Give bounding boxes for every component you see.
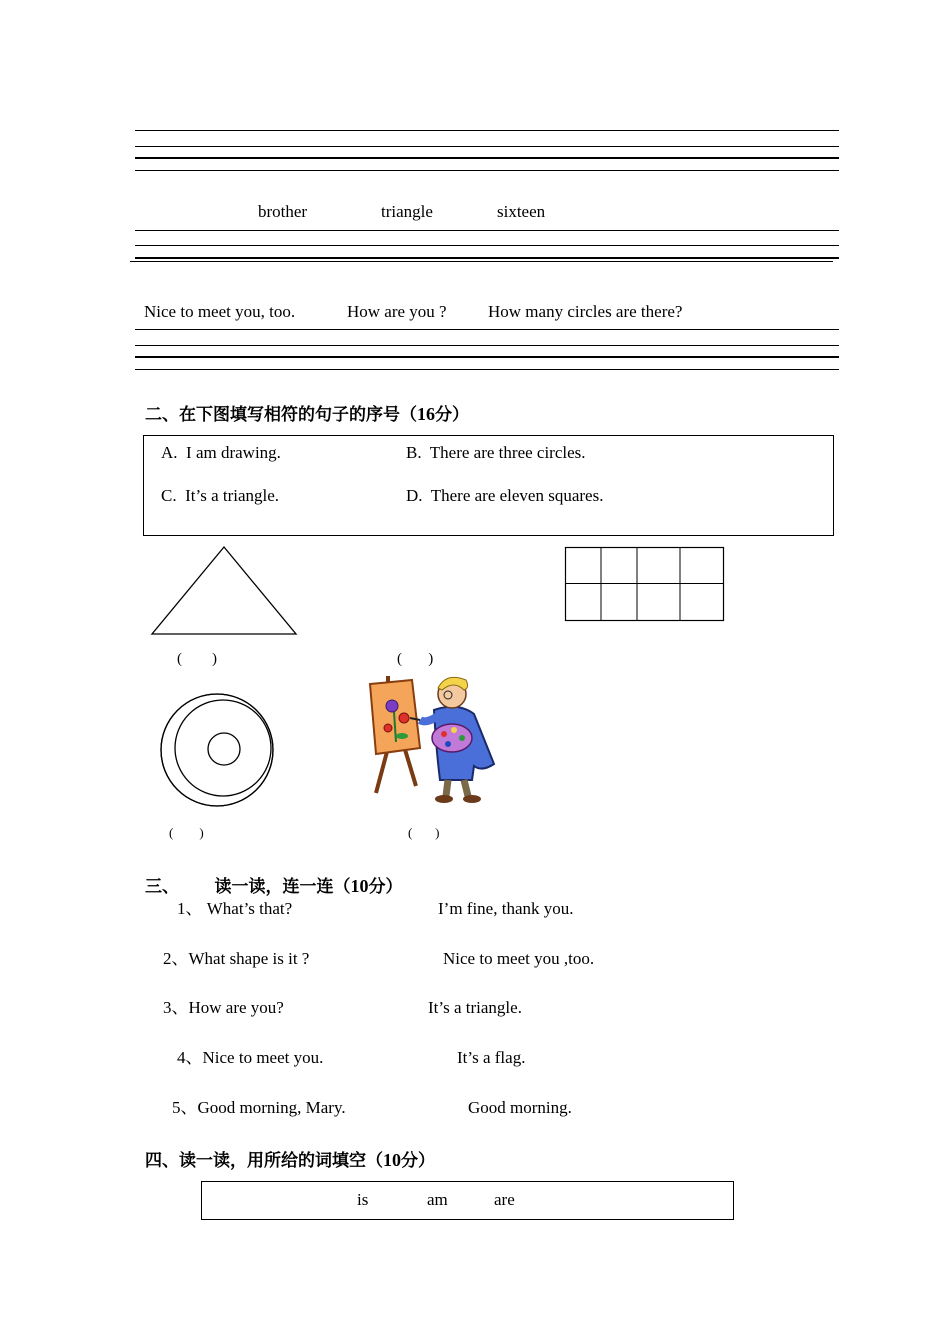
match-right-4: It’s a flag. <box>457 1048 526 1067</box>
writing-line <box>135 170 839 171</box>
word-bank-are: are <box>494 1190 515 1209</box>
section2-heading: 二、在下图填写相符的句子的序号（16分） <box>145 404 469 425</box>
match-left-5: 5、Good morning, Mary. <box>172 1098 346 1117</box>
sentence-3: How many circles are there? <box>488 302 683 321</box>
sentence-2: How are you ? <box>347 302 447 321</box>
concentric-circles-rings <box>157 690 277 810</box>
answer-blank-painter[interactable]: ( ) <box>397 651 434 667</box>
writing-line <box>130 261 833 262</box>
answer-blank-squares[interactable]: ( ) <box>408 825 440 840</box>
section3-heading: 三、 读一读，连一连（10分） <box>145 876 403 897</box>
writing-line <box>135 356 839 358</box>
option-a: A. I am drawing. <box>161 443 281 462</box>
writing-line <box>135 345 839 346</box>
writing-line <box>135 157 839 159</box>
writing-line <box>135 329 839 330</box>
triangle-picture <box>148 544 300 639</box>
writing-line <box>135 245 839 246</box>
match-left-4: 4、Nice to meet you. <box>177 1048 324 1067</box>
word-bank-is: is <box>357 1190 369 1209</box>
match-left-1: 1、 What’s that? <box>177 899 293 918</box>
match-left-3: 3、How are you? <box>163 998 284 1017</box>
writing-line <box>135 369 839 370</box>
squares-grid-picture <box>564 546 726 623</box>
match-right-5: Good morning. <box>468 1098 572 1117</box>
writing-line <box>135 146 839 147</box>
match-right-3: It’s a triangle. <box>428 998 522 1017</box>
writing-line <box>135 130 839 131</box>
sentence-1: Nice to meet you, too. <box>144 302 296 321</box>
match-right-2: Nice to meet you ,too. <box>443 949 595 968</box>
section4-heading: 四、读一读，用所给的词填空（10分） <box>145 1150 435 1171</box>
word-2: triangle <box>381 202 433 221</box>
writing-line <box>135 230 839 231</box>
match-left-2: 2、What shape is it ? <box>163 949 310 968</box>
option-b: B. There are three circles. <box>406 443 586 462</box>
option-c: C. It’s a triangle. <box>161 486 280 505</box>
word-bank-box <box>201 1181 734 1220</box>
option-d: D. There are eleven squares. <box>406 486 604 505</box>
answer-blank-triangle[interactable]: ( ) <box>177 651 217 667</box>
painter-picture <box>362 668 502 808</box>
match-right-1: I’m fine, thank you. <box>438 899 574 918</box>
word-1: brother <box>258 202 308 221</box>
writing-line <box>135 257 839 259</box>
word-bank-am: am <box>427 1190 448 1209</box>
word-3: sixteen <box>497 202 546 221</box>
answer-blank-circles[interactable]: ( ) <box>169 825 204 840</box>
